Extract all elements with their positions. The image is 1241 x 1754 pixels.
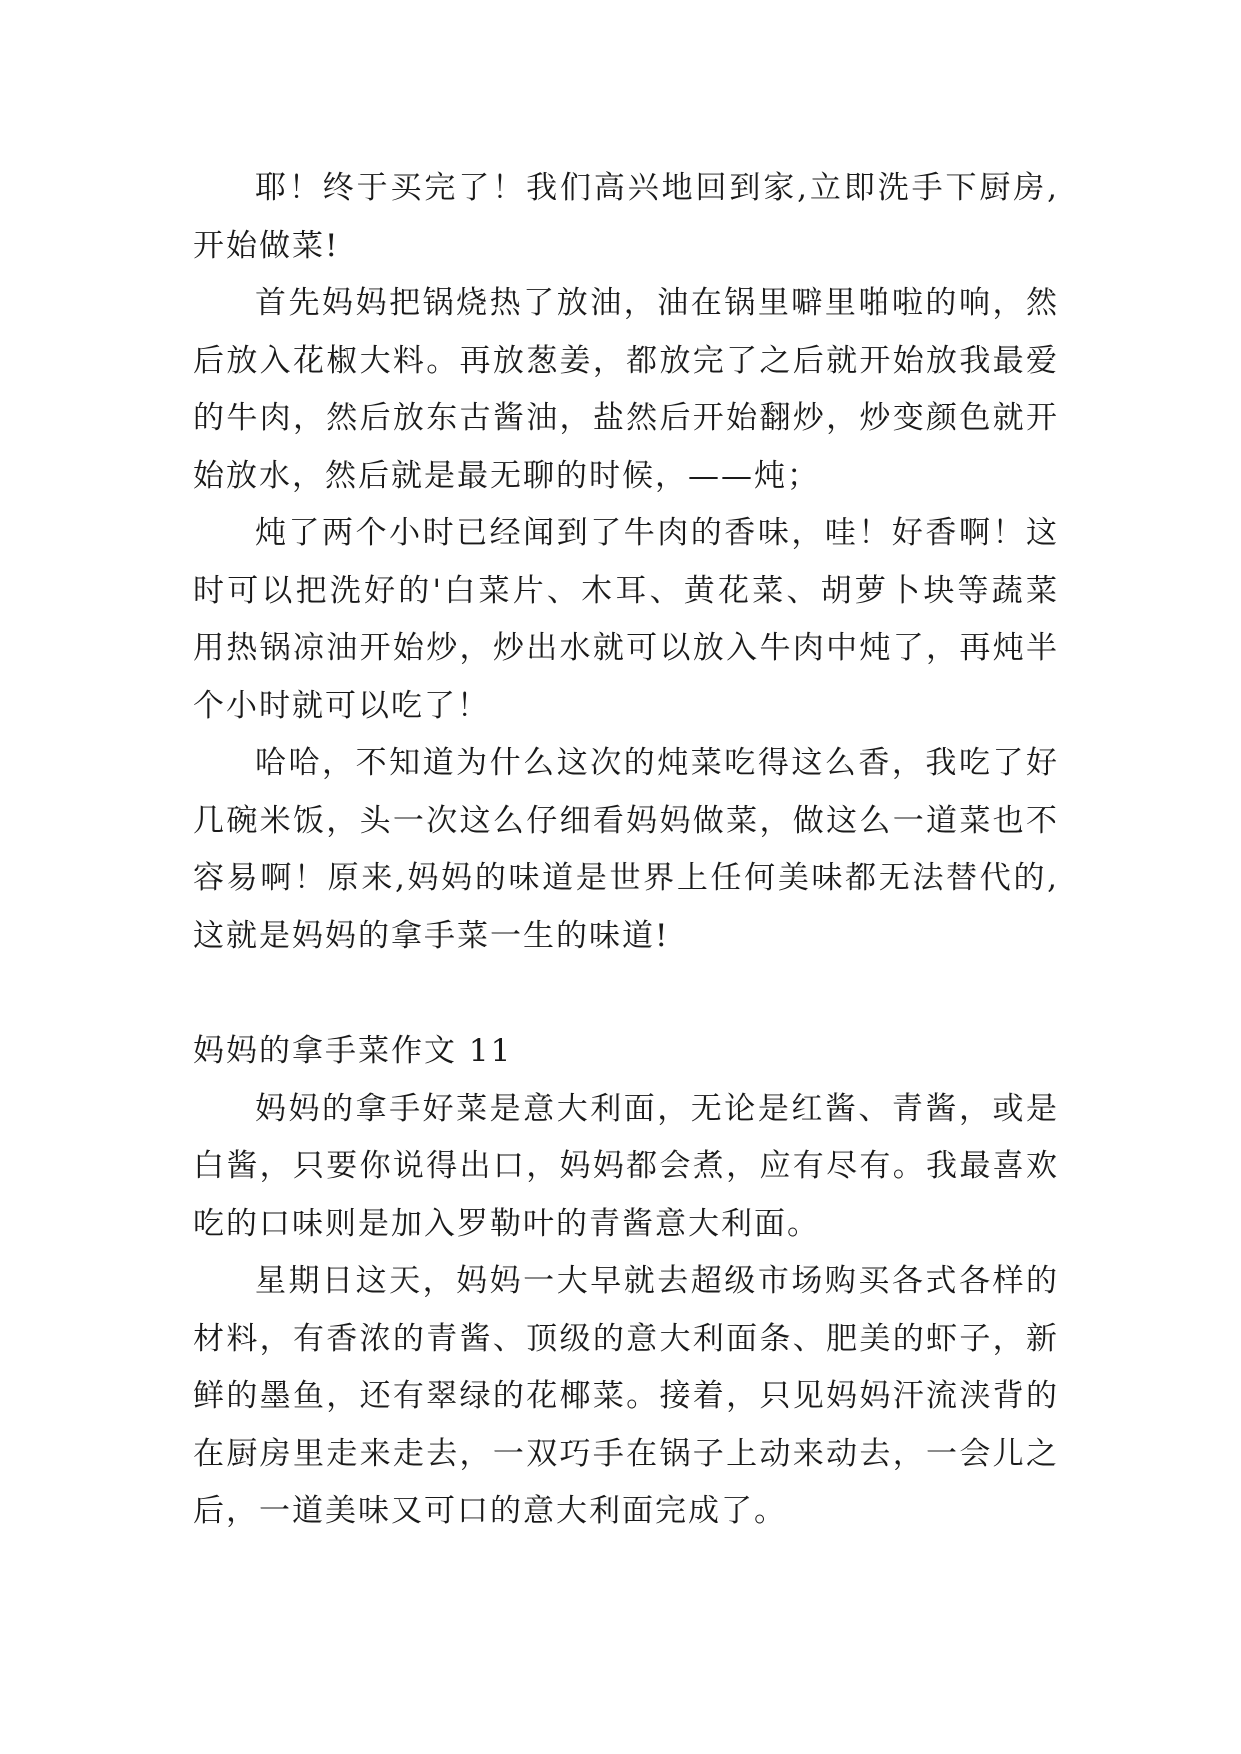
paragraph-3: 炖了两个小时已经闻到了牛肉的香味，哇！好香啊！这时可以把洗好的'白菜片、木耳、黄花菜、胡萝卜块等蔬菜用热锅凉油开始炒，炒出水就可以放入牛肉中炖了，再炖半个小时就可以吃了！ <box>193 515 1059 724</box>
paragraph-2: 首先妈妈把锅烧热了放油，油在锅里噼里啪啦的响，然后放入花椒大料。再放葱姜，都放完了之后就开始放我最爱的牛肉，然后放东古酱油，盐然后开始翻炒，炒变颜色就开始放水，然后就是最无聊的时候，——炖； <box>193 285 1059 494</box>
section-gap <box>193 965 1059 1023</box>
paragraph-1: 耶！终于买完了！我们高兴地回到家,立即洗手下厨房,开始做菜! <box>193 170 1059 264</box>
section-title: 妈妈的拿手菜作文 11 <box>193 1033 513 1069</box>
document-body <box>193 160 1059 1541</box>
paragraph-6: 星期日这天，妈妈一大早就去超级市场购买各式各样的材料，有香浓的青酱、顶级的意大利面条、肥美的虾子，新鲜的墨鱼，还有翠绿的花椰菜。接着，只见妈妈汗流浃背的在厨房里走来走去，一双巧手在锅子上动来动去，一会儿之后，一道美味又可口的意大利面完成了。 <box>193 1263 1059 1529</box>
paragraph-4: 哈哈，不知道为什么这次的炖菜吃得这么香，我吃了好几碗米饭，头一次这么仔细看妈妈做菜，做这么一道菜也不容易啊！原来,妈妈的味道是世界上任何美味都无法替代的,这就是妈妈的拿手菜一生的味道! <box>193 745 1059 954</box>
paragraph-5: 妈妈的拿手好菜是意大利面，无论是红酱、青酱，或是白酱，只要你说得出口，妈妈都会煮，应有尽有。我最喜欢吃的口味则是加入罗勒叶的青酱意大利面。 <box>193 1090 1059 1242</box>
